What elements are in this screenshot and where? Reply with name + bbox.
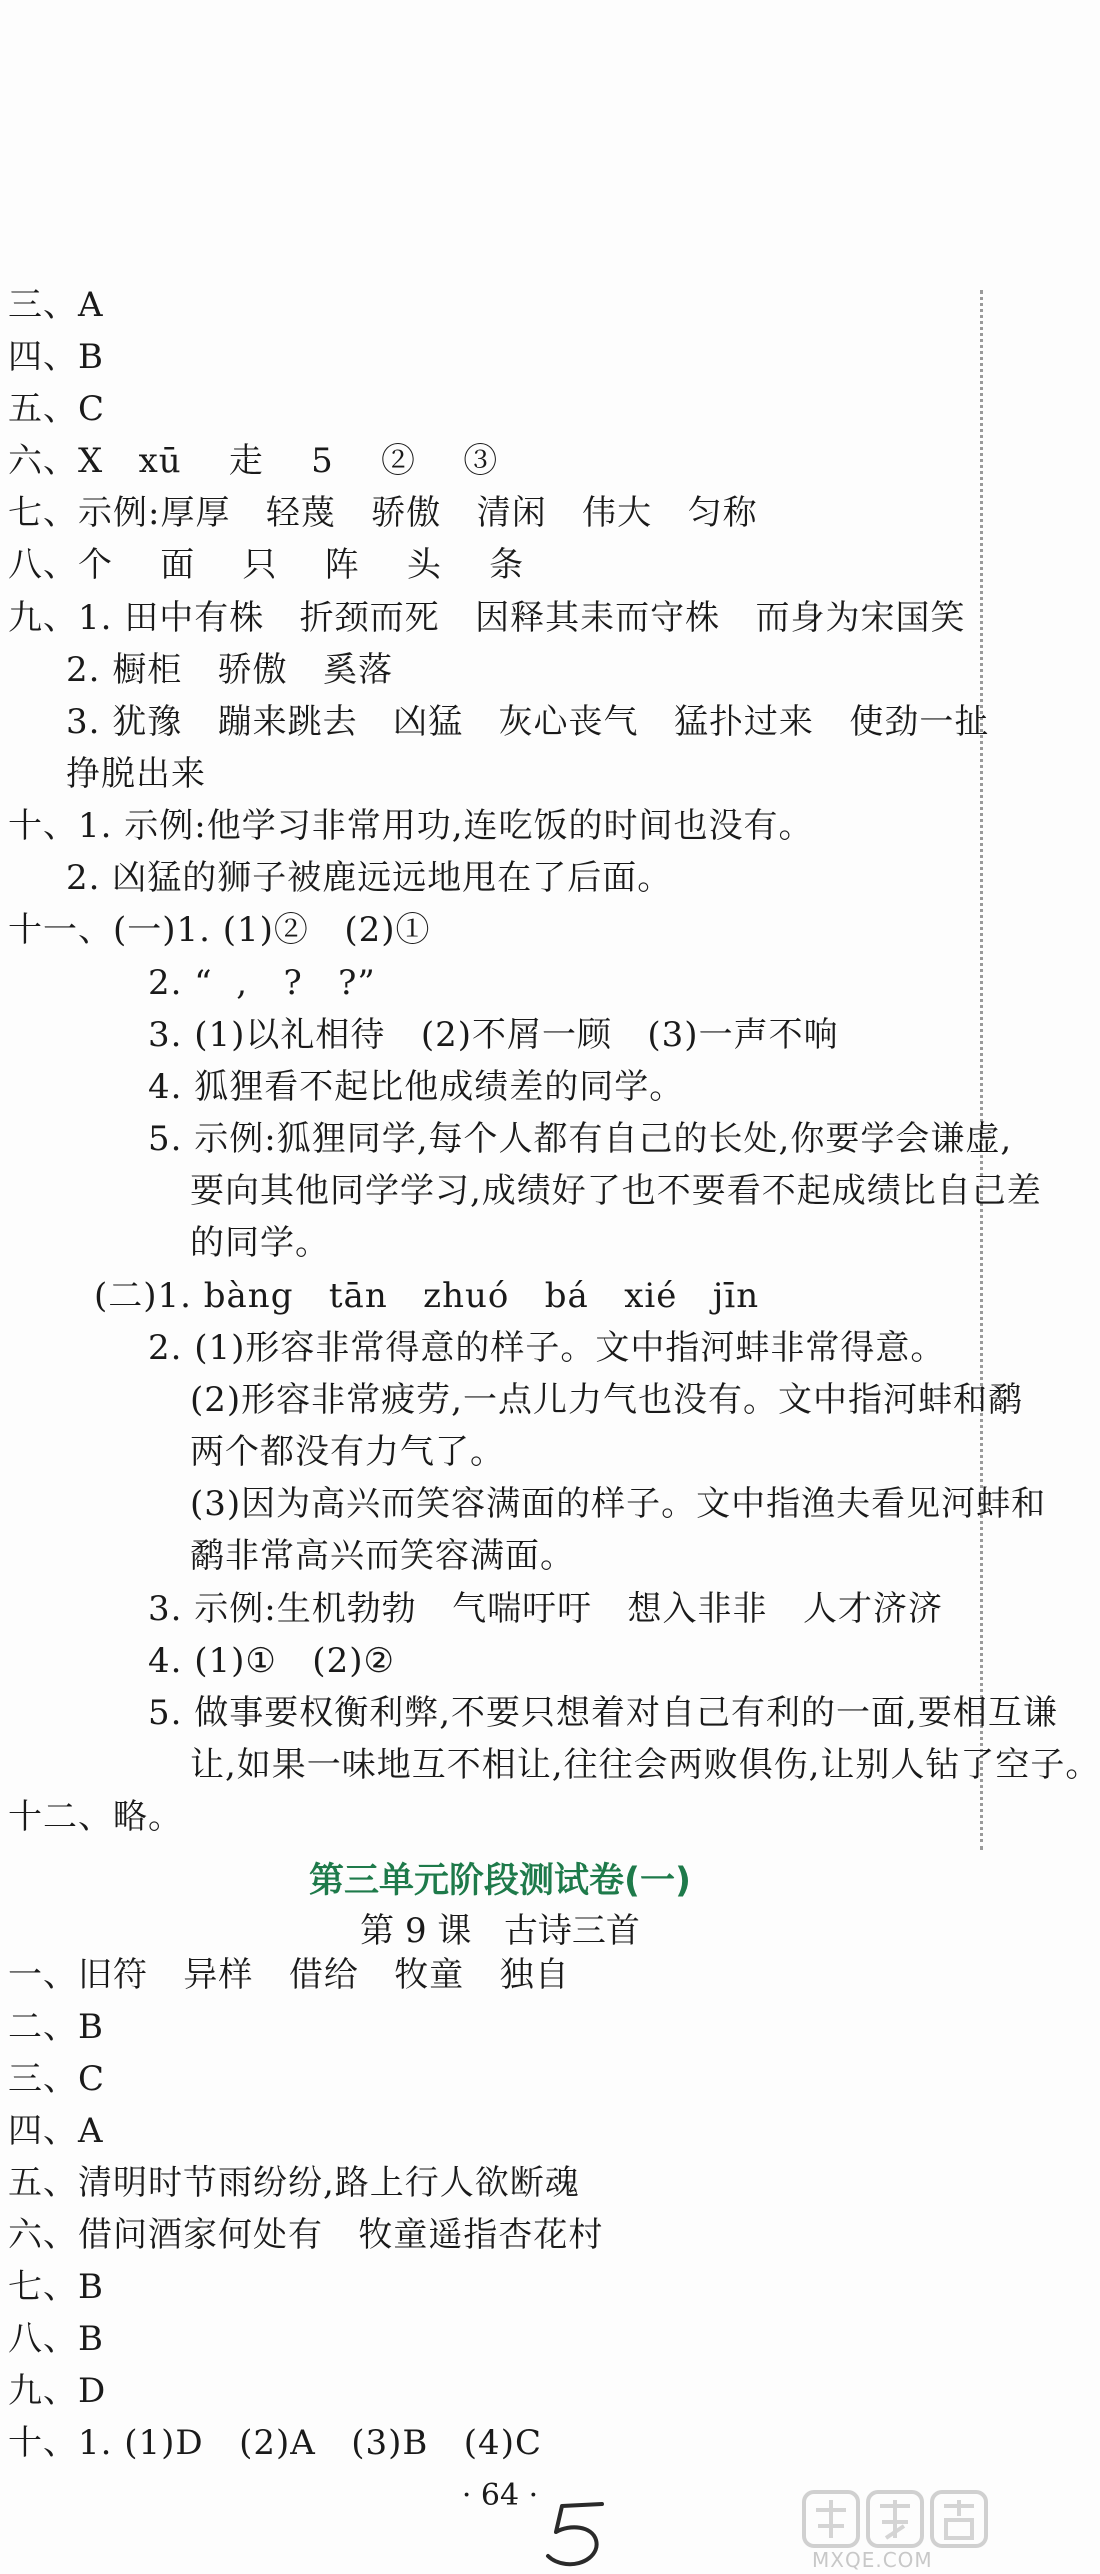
answer-line: 要向其他同学学习,成绩好了也不要看不起成绩比自己差 <box>190 1171 1042 1211</box>
answer-line: 2. 凶猛的狮子被鹿远远地甩在了后面。 <box>66 858 673 898</box>
dotted-divider <box>980 290 983 1850</box>
answer-line: 3. (1)以礼相待 (2)不屑一顾 (3)一声不响 <box>148 1015 839 1055</box>
answer-line: 八、B <box>8 2319 104 2359</box>
answer-line: 2. (1)形容非常得意的样子。文中指河蚌非常得意。 <box>148 1328 946 1368</box>
answer-line: 九、D <box>8 2371 107 2411</box>
answer-line: 鹬非常高兴而笑容满面。 <box>190 1536 575 1576</box>
answer-line: 让,如果一味地互不相让,往往会两败俱伤,让别人钻了空子。 <box>190 1745 1100 1785</box>
answer-line: 九、1. 田中有株 折颈而死 因释其耒而守株 而身为宋国笑 <box>8 598 966 638</box>
answer-line: 的同学。 <box>190 1223 330 1263</box>
answer-line: 5. 做事要权衡利弊,不要只想着对自己有利的一面,要相互谦 <box>148 1693 1058 1733</box>
handwritten-mark-icon <box>540 2500 620 2570</box>
answer-line: 八、个 面 只 阵 头 条 <box>8 545 525 585</box>
answer-line: 三、C <box>8 2059 106 2099</box>
answer-line: 七、B <box>8 2267 104 2307</box>
answer-line: 六、X xū 走 5 ② ③ <box>8 441 499 481</box>
answer-line: 挣脱出来 <box>66 754 206 794</box>
answer-line: 十、1. 示例:他学习非常用功,连吃饭的时间也没有。 <box>8 806 814 846</box>
answer-line: 一、旧符 异样 借给 牧童 独自 <box>8 1955 570 1995</box>
answer-line: 五、C <box>8 389 106 429</box>
answer-line: 4. 狐狸看不起比他成绩差的同学。 <box>148 1067 685 1107</box>
answer-line: 五、清明时节雨纷纷,路上行人欲断魂 <box>8 2163 580 2203</box>
answer-line: 三、A <box>8 285 104 325</box>
answer-line: 4. (1)① (2)② <box>148 1641 395 1681</box>
answer-line: 二、B <box>8 2007 104 2047</box>
answer-line: 两个都没有力气了。 <box>190 1432 505 1472</box>
answer-line: 四、A <box>8 2111 104 2151</box>
section-subheading: 第 9 课 古诗三首 <box>360 1911 640 1951</box>
answer-line: 四、B <box>8 337 104 377</box>
answer-line: 2. 橱柜 骄傲 奚落 <box>66 650 394 690</box>
answer-line: 十一、(一)1. (1)② (2)① <box>8 910 431 950</box>
answer-line: 七、示例:厚厚 轻蔑 骄傲 清闲 伟大 匀称 <box>8 493 758 533</box>
answer-line: (二)1. bàng tān zhuó bá xié jīn <box>94 1276 760 1316</box>
watermark-logo-icon <box>800 2486 990 2556</box>
answer-line: 六、借问酒家何处有 牧童遥指杏花村 <box>8 2215 604 2255</box>
answer-line: 十、1. (1)D (2)A (3)B (4)C <box>8 2423 542 2463</box>
answer-line: (3)因为高兴而笑容满面的样子。文中指渔夫看见河蚌和 <box>190 1484 1047 1524</box>
answer-line: 5. 示例:狐狸同学,每个人都有自己的长处,你要学会谦虚, <box>148 1119 1013 1159</box>
answer-line: 3. 示例:生机勃勃 气喘吁吁 想入非非 人才济济 <box>148 1589 943 1629</box>
answer-line: (2)形容非常疲劳,一点儿力气也没有。文中指河蚌和鹬 <box>190 1380 1023 1420</box>
section-heading: 第三单元阶段测试卷(一) <box>309 1861 691 1901</box>
watermark-text: MXQE.COM <box>812 2548 933 2572</box>
answer-line: 十二、略。 <box>8 1797 183 1837</box>
answer-line: 2. “ , ? ?” <box>148 963 376 1003</box>
answer-line: 3. 犹豫 蹦来跳去 凶猛 灰心丧气 猛扑过来 使劲一扯 <box>66 702 990 742</box>
page-number: · 64 · <box>461 2478 539 2513</box>
